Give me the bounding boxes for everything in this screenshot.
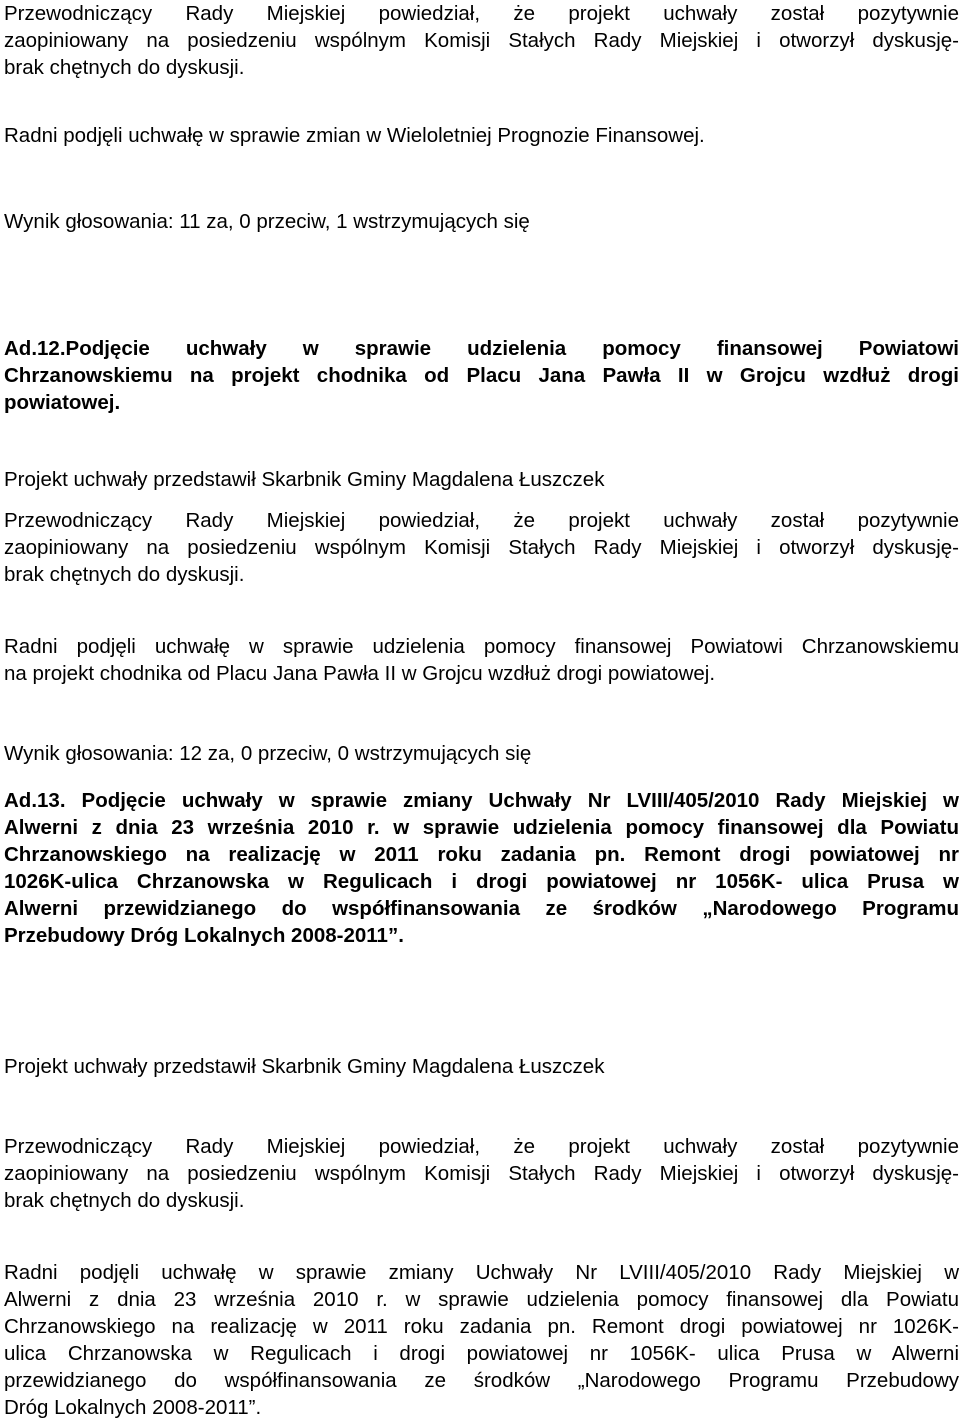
paragraph-vote-result-1 <box>4 208 959 235</box>
text-line: Wynik głosowania: 11 za, 0 przeciw, 1 wstrzymujących się <box>4 210 530 233</box>
text-line: Chrzanowskiego na realizację w 2011 roku zadania pn. Remont drogi powiatowej nr 1026K- <box>4 1315 959 1338</box>
paragraph-chairman-opinion-1 <box>4 0 959 81</box>
text-line: zaopiniowany na posiedzeniu wspólnym Komisji Stałych Rady Miejskiej i otworzył dyskusję- <box>4 536 959 559</box>
heading-item-12 <box>4 335 959 416</box>
text-line: przewidzianego do współfinansowania ze środków „Narodowego Programu Przebudowy <box>4 1369 959 1392</box>
text-line: Alwerni przewidzianego do współfinansowania ze środków „Narodowego Programu <box>4 897 959 920</box>
text-line: Alwerni z dnia 23 września 2010 r. w sprawie udzielenia pomocy finansowej dla Powiatu <box>4 816 959 839</box>
paragraph-chairman-opinion-2 <box>4 507 959 588</box>
heading-item-13 <box>4 787 959 949</box>
paragraph-resolution-sidewalk <box>4 633 959 687</box>
text-line: Przebudowy Dróg Lokalnych 2008-2011”. <box>4 924 404 947</box>
text-line: brak chętnych do dyskusji. <box>4 563 245 586</box>
text-line: ulica Chrzanowska w Regulicach i drogi powiatowej nr 1056K- ulica Prusa w Alwerni <box>4 1342 959 1365</box>
text-line: Radni podjęli uchwałę w sprawie zmiany Uchwały Nr LVIII/405/2010 Rady Miejskiej w <box>4 1261 959 1284</box>
text-line: powiatowej. <box>4 391 121 414</box>
text-line: Wynik głosowania: 12 za, 0 przeciw, 0 wstrzymujących się <box>4 742 532 765</box>
paragraph-resolution-road-repair <box>4 1259 959 1421</box>
text-line: Ad.12.Podjęcie uchwały w sprawie udzielenia pomocy finansowej Powiatowi <box>4 337 959 360</box>
text-line: Przewodniczący Rady Miejskiej powiedział, że projekt uchwały został pozytywnie <box>4 509 959 532</box>
text-line: Chrzanowskiemu na projekt chodnika od Placu Jana Pawła II w Grojcu wzdłuż drogi <box>4 364 959 387</box>
text-line: Przewodniczący Rady Miejskiej powiedział, że projekt uchwały został pozytywnie <box>4 1135 959 1158</box>
paragraph-presenter-2 <box>4 1053 959 1080</box>
text-line: na projekt chodnika od Placu Jana Pawła II w Grojcu wzdłuż drogi powiatowej. <box>4 662 716 685</box>
text-line: Radni podjęli uchwałę w sprawie udzielenia pomocy finansowej Powiatowi Chrzanowskiemu <box>4 635 959 658</box>
text-line: Radni podjęli uchwałę w sprawie zmian w Wieloletniej Prognozie Finansowej. <box>4 124 705 147</box>
text-line: 1026K-ulica Chrzanowska w Regulicach i drogi powiatowej nr 1056K- ulica Prusa w <box>4 870 959 893</box>
text-line: zaopiniowany na posiedzeniu wspólnym Komisji Stałych Rady Miejskiej i otworzył dyskusję- <box>4 29 959 52</box>
text-line: Chrzanowskiego na realizację w 2011 roku zadania pn. Remont drogi powiatowej nr <box>4 843 959 866</box>
text-line: Ad.13. Podjęcie uchwały w sprawie zmiany Uchwały Nr LVIII/405/2010 Rady Miejskiej w <box>4 789 959 812</box>
text-line: Projekt uchwały przedstawił Skarbnik Gminy Magdalena Łuszczek <box>4 468 605 491</box>
text-line: zaopiniowany na posiedzeniu wspólnym Komisji Stałych Rady Miejskiej i otworzył dyskusję- <box>4 1162 959 1185</box>
text-line: Przewodniczący Rady Miejskiej powiedział, że projekt uchwały został pozytywnie <box>4 2 959 25</box>
paragraph-vote-result-2 <box>4 740 959 767</box>
paragraph-chairman-opinion-3 <box>4 1133 959 1214</box>
text-line: Projekt uchwały przedstawił Skarbnik Gminy Magdalena Łuszczek <box>4 1055 605 1078</box>
text-line: brak chętnych do dyskusji. <box>4 56 245 79</box>
text-line: Dróg Lokalnych 2008-2011”. <box>4 1396 262 1419</box>
text-line: Alwerni z dnia 23 września 2010 r. w sprawie udzielenia pomocy finansowej dla Powiatu <box>4 1288 959 1311</box>
paragraph-presenter-1 <box>4 466 959 493</box>
text-line: brak chętnych do dyskusji. <box>4 1189 245 1212</box>
paragraph-resolution-wpf <box>4 122 959 149</box>
